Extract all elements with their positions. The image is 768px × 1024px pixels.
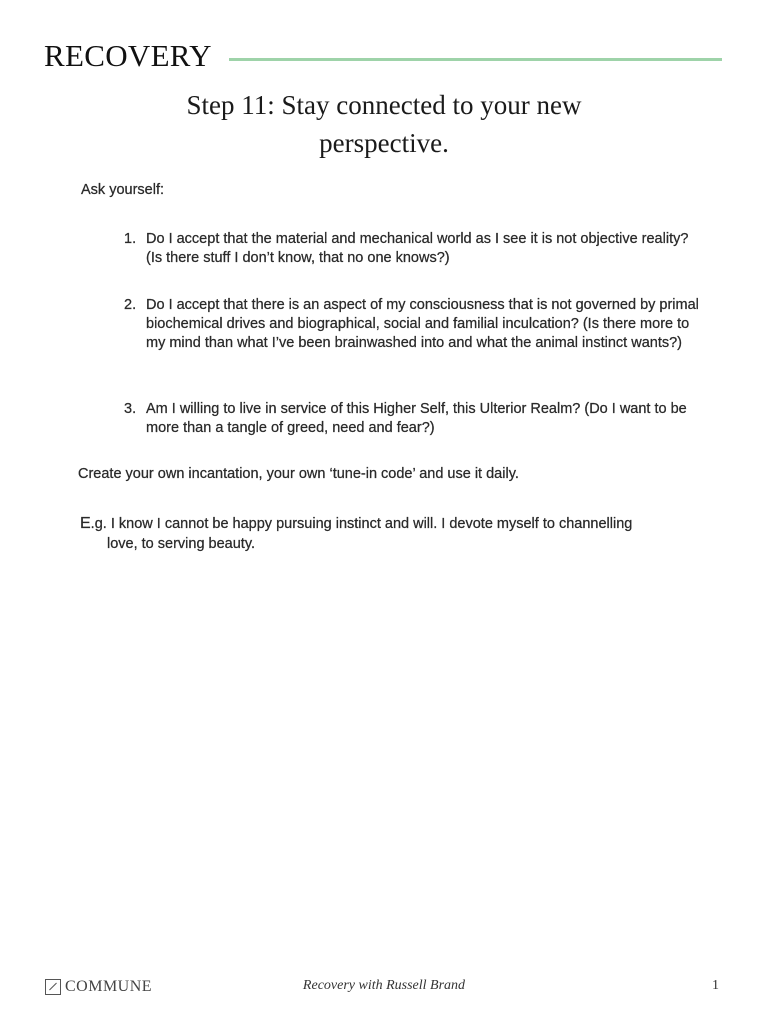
example-lead: E bbox=[80, 515, 91, 532]
question-text: Am I willing to live in service of this Higher Self, this Ulterior Realm? (Do I want to be more than a tangle of greed, need and fear?) bbox=[146, 401, 687, 436]
question-item bbox=[124, 230, 704, 268]
page-title-line-2: perspective. bbox=[319, 128, 449, 158]
footer-logo bbox=[45, 978, 152, 996]
question-number: 2. bbox=[124, 297, 137, 313]
question-text: Do I accept that there is an aspect of my consciousness that is not governed by primal biochemical drives and biographical, social and familial inculcation? (Is there more to my mind than what I’ve been brainwashed into and what the animal instinct wants?) bbox=[146, 297, 699, 351]
question-number: 1. bbox=[124, 231, 137, 247]
page-title bbox=[84, 86, 684, 162]
page-footer bbox=[0, 976, 768, 998]
question-number: 3. bbox=[124, 401, 137, 417]
example-line-1-text: .g. I know I cannot be happy pursuing instinct and will. I devote myself to channelling bbox=[90, 516, 633, 532]
question-text: Do I accept that the material and mechanical world as I see it is not objective reality? (Is there stuff I don’t know, that no one knows?) bbox=[146, 231, 689, 266]
example-line-2: love, to serving beauty. bbox=[107, 536, 256, 552]
question-item bbox=[124, 400, 704, 438]
header-divider bbox=[229, 58, 722, 61]
question-item bbox=[124, 296, 704, 353]
example-line-1 bbox=[80, 516, 632, 532]
footer-title: Recovery with Russell Brand bbox=[302, 978, 466, 993]
commune-logo-icon bbox=[45, 979, 61, 995]
page-number: 1 bbox=[712, 978, 719, 993]
instruction-text: Create your own incantation, your own ‘tune-in code’ and use it daily. bbox=[78, 466, 519, 482]
ask-yourself-label: Ask yourself: bbox=[81, 182, 164, 198]
example-text bbox=[80, 514, 700, 554]
page-title-line-1: Step 11: Stay connected to your new bbox=[186, 90, 582, 120]
section-title: RECOVERY bbox=[44, 38, 212, 73]
footer-logo-text: COMMUNE bbox=[65, 978, 153, 995]
